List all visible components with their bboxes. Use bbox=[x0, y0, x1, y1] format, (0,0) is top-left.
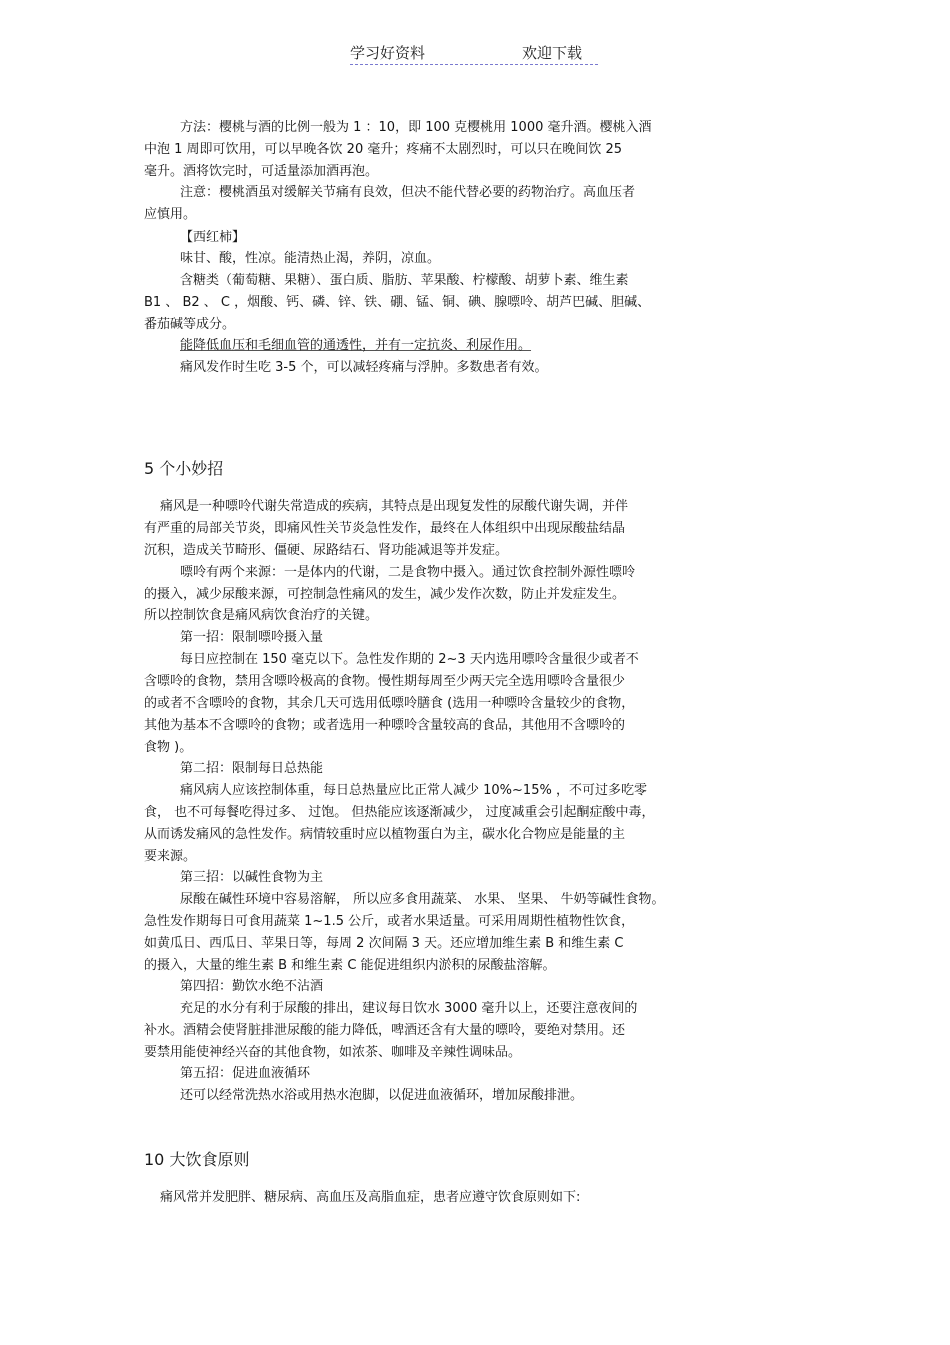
text-line: 含糖类（葡萄糖、果糖）、蛋白质、脂肪、苹果酸、柠檬酸、胡萝卜素、维生素 bbox=[180, 273, 629, 288]
header-right-text: 欢迎下载 bbox=[522, 44, 583, 62]
text-line: 嘌呤有两个来源：一是体内的代谢，二是食物中摄入。通过饮食控制外源性嘌呤 bbox=[180, 565, 636, 580]
text-line: 的摄入，减少尿酸来源，可控制急性痛风的发生，减少发作次数，防止并发症发生。 bbox=[144, 587, 626, 602]
text-line: 含嘌呤的食物，禁用含嘌呤极高的食物。慢性期每周至少两天完全选用嘌呤含量很少 bbox=[144, 674, 626, 689]
text-line: 番茄碱等成分。 bbox=[144, 317, 236, 332]
text-line: 痛风病人应该控制体重，每日总热量应比正常人减少 10%~15% ，不可过多吃零 bbox=[180, 783, 647, 798]
text-line: 从而诱发痛风的急性发作。病情较重时应以植物蛋白为主，碳水化合物应是能量的主 bbox=[144, 827, 626, 842]
text-line: 其他为基本不含嘌呤的食物；或者选用一种嘌呤含量较高的食品，其他用不含嘌呤的 bbox=[144, 718, 626, 733]
text-line: 痛风发作时生吃 3-5 个，可以减轻疼痛与浮肿。多数患者有效。 bbox=[180, 360, 548, 375]
text-line: 要禁用能使神经兴奋的其他食物，如浓茶、咖啡及辛辣性调味品。 bbox=[144, 1045, 522, 1060]
text-line: 第二招：限制每日总热能 bbox=[180, 761, 324, 776]
text-line: 应慎用。 bbox=[144, 207, 197, 222]
text-line: B1 、 B2 、 C ，烟酸、钙、磷、锌、铁、硼、锰、铜、碘、腺嘌呤、胡芦巴碱、胆碱、 bbox=[144, 295, 651, 310]
text-line: 方法：樱桃与酒的比例一般为 1 ：10，即 100 克樱桃用 1000 毫升酒。樱桃入酒 bbox=[180, 120, 652, 135]
text-line: 味甘、酸，性凉。能清热止渴，养阴，凉血。 bbox=[180, 251, 441, 266]
text-line: 第五招：促进血液循环 bbox=[180, 1066, 311, 1081]
text-line: 中泡 1 周即可饮用，可以早晚各饮 20 毫升；疼痛不太剧烈时，可以只在晚间饮 25 bbox=[144, 142, 623, 157]
text-line: 第三招：以碱性食物为主 bbox=[180, 870, 324, 885]
text-line: 要来源。 bbox=[144, 849, 197, 864]
text-line: 还可以经常洗热水浴或用热水泡脚，以促进血液循环，增加尿酸排泄。 bbox=[180, 1088, 584, 1103]
section-heading: 5 个小妙招 bbox=[144, 459, 224, 478]
text-line: 注意：樱桃酒虽对缓解关节痛有良效，但决不能代替必要的药物治疗。高血压者 bbox=[180, 185, 636, 200]
text-line: 的或者不含嘌呤的食物，其余几天可选用低嘌呤膳食 (选用一种嘌呤含量较少的食物， bbox=[144, 696, 635, 711]
header-left-text: 学习好资料 bbox=[350, 44, 426, 62]
text-line: 急性发作期每日可食用蔬菜 1~1.5 公斤，或者水果适量。可采用周期性植物性饮食， bbox=[144, 914, 635, 929]
text-line: 充足的水分有利于尿酸的排出，建议每日饮水 3000 毫升以上，还要注意夜间的 bbox=[180, 1001, 638, 1016]
text-line: 第四招：勤饮水绝不沾酒 bbox=[180, 979, 324, 994]
text-line: 痛风是一种嘌呤代谢失常造成的疾病，其特点是出现复发性的尿酸代谢失调，并伴 bbox=[160, 499, 629, 514]
text-line: 毫升。酒将饮完时，可适量添加酒再泡。 bbox=[144, 164, 379, 179]
text-line: 有严重的局部关节炎，即痛风性关节炎急性发作，最终在人体组织中出现尿酸盐结晶 bbox=[144, 521, 626, 536]
section-heading: 10 大饮食原则 bbox=[144, 1150, 250, 1169]
text-line: 每日应控制在 150 毫克以下。急性发作期的 2~3 天内选用嘌呤含量很少或者不 bbox=[180, 652, 639, 667]
text-line: 尿酸在碱性环境中容易溶解， 所以应多食用蔬菜、 水果、 坚果、 牛奶等碱性食物。 bbox=[180, 892, 665, 907]
text-line: 如黄瓜日、西瓜日、苹果日等，每周 2 次间隔 3 天。还应增加维生素 B 和维生素 C bbox=[144, 936, 624, 951]
text-line: 【西红柿】 bbox=[180, 230, 246, 245]
text-line: 所以控制饮食是痛风病饮食治疗的关键。 bbox=[144, 608, 379, 623]
text-line: 第一招：限制嘌呤摄入量 bbox=[180, 630, 324, 645]
text-line: 食， 也不可每餐吃得过多、 过饱。 但热能应该逐渐减少， 过度减重会引起酮症酸中毒， bbox=[144, 805, 655, 820]
page-header bbox=[350, 42, 598, 65]
text-line: 补水。酒精会使肾脏排泄尿酸的能力降低，啤酒还含有大量的嘌呤，要绝对禁用。还 bbox=[144, 1023, 626, 1038]
text-line: 沉积，造成关节畸形、僵硬、尿路结石、肾功能减退等并发症。 bbox=[144, 543, 509, 558]
text-line: 的摄入，大量的维生素 B 和维生素 C 能促进组织内淤积的尿酸盐溶解。 bbox=[144, 958, 556, 973]
text-line: 痛风常并发肥胖、糖尿病、高血压及高脂血症，患者应遵守饮食原则如下: bbox=[160, 1190, 581, 1205]
text-line: 能降低血压和毛细血管的通透性，并有一定抗炎、利尿作用。 bbox=[180, 338, 532, 353]
text-line: 食物 )。 bbox=[144, 740, 193, 755]
